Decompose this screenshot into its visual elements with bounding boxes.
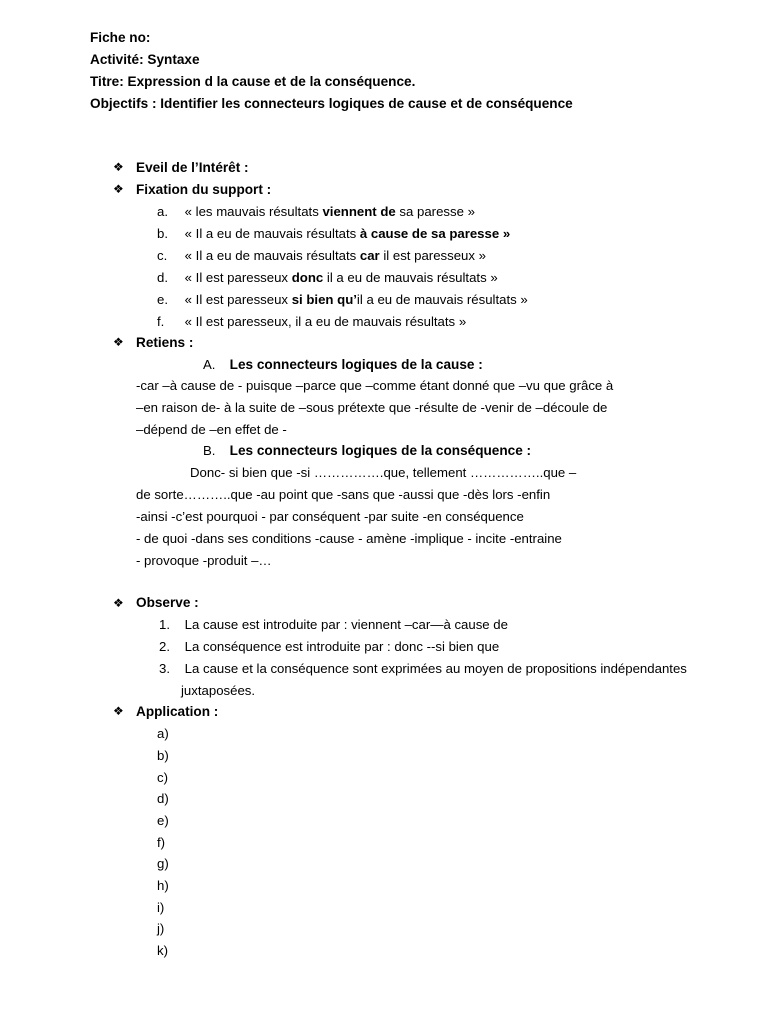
fiche-number: Fiche no: [90, 30, 151, 45]
application-item: b) [157, 748, 169, 763]
diamond-bullet-icon: ❖ [113, 596, 124, 610]
application-item: a) [157, 726, 169, 741]
diamond-bullet-icon: ❖ [113, 335, 124, 349]
diamond-bullet-icon: ❖ [113, 160, 124, 174]
application-item: e) [157, 813, 169, 828]
title-line: Titre: Expression d la cause et de la conséquence. [90, 74, 416, 89]
list-item: 1. La cause est introduite par : viennent –car—à cause de [159, 617, 508, 632]
application-item: g) [157, 856, 169, 871]
list-item: c. « Il a eu de mauvais résultats car il est paresseux » [157, 248, 486, 263]
application-item: c) [157, 770, 168, 785]
consequence-connectors-line: de sorte………..que -au point que -sans que -aussi que -dès lors -enfin [136, 487, 551, 502]
section-fixation: Fixation du support : [136, 182, 272, 197]
consequence-connectors-line: - de quoi -dans ses conditions -cause - amène -implique - incite -entraine [136, 531, 562, 546]
list-item-continuation: juxtaposées. [181, 683, 256, 698]
list-item: b. « Il a eu de mauvais résultats à cause de sa paresse » [157, 226, 511, 241]
consequence-connectors-line: -ainsi -c’est pourquoi - par conséquent -par suite -en conséquence [136, 509, 524, 524]
list-item: d. « Il est paresseux donc il a eu de mauvais résultats » [157, 270, 498, 285]
list-item: e. « Il est paresseux si bien qu’il a eu de mauvais résultats » [157, 292, 528, 307]
cause-connectors-line: -car –à cause de - puisque –parce que –comme étant donné que –vu que grâce à [136, 378, 614, 393]
application-item: h) [157, 878, 169, 893]
section-eveil: Eveil de l’Intérêt : [136, 160, 249, 175]
diamond-bullet-icon: ❖ [113, 704, 124, 718]
list-item: 3. La cause et la conséquence sont exprimées au moyen de propositions indépendantes [159, 661, 687, 676]
consequence-connectors-line: - provoque -produit –… [136, 553, 272, 568]
activity-line: Activité: Syntaxe [90, 52, 200, 67]
consequence-connectors-line: Donc- si bien que -si …………….que, tellement ……………..que – [190, 465, 577, 480]
application-item: k) [157, 943, 168, 958]
list-item: 2. La conséquence est introduite par : donc --si bien que [159, 639, 500, 654]
list-item: a. « les mauvais résultats viennent de sa paresse » [157, 204, 475, 219]
cause-heading: A. Les connecteurs logiques de la cause : [203, 357, 483, 372]
consequence-heading: B. Les connecteurs logiques de la conséquence : [203, 443, 532, 458]
application-item: d) [157, 791, 169, 806]
application-item: i) [157, 900, 165, 915]
section-retiens: Retiens : [136, 335, 194, 350]
application-item: f) [157, 835, 166, 850]
application-item: j) [157, 921, 165, 936]
cause-connectors-line: –dépend de –en effet de - [136, 422, 287, 437]
section-application: Application : [136, 704, 219, 719]
section-observe: Observe : [136, 595, 199, 610]
objectives-line: Objectifs : Identifier les connecteurs logiques de cause et de conséquence [90, 96, 573, 111]
cause-connectors-line: –en raison de- à la suite de –sous prétexte que -résulte de -venir de –découle de [136, 400, 608, 415]
list-item: f. « Il est paresseux, il a eu de mauvais résultats » [157, 314, 467, 329]
diamond-bullet-icon: ❖ [113, 182, 124, 196]
